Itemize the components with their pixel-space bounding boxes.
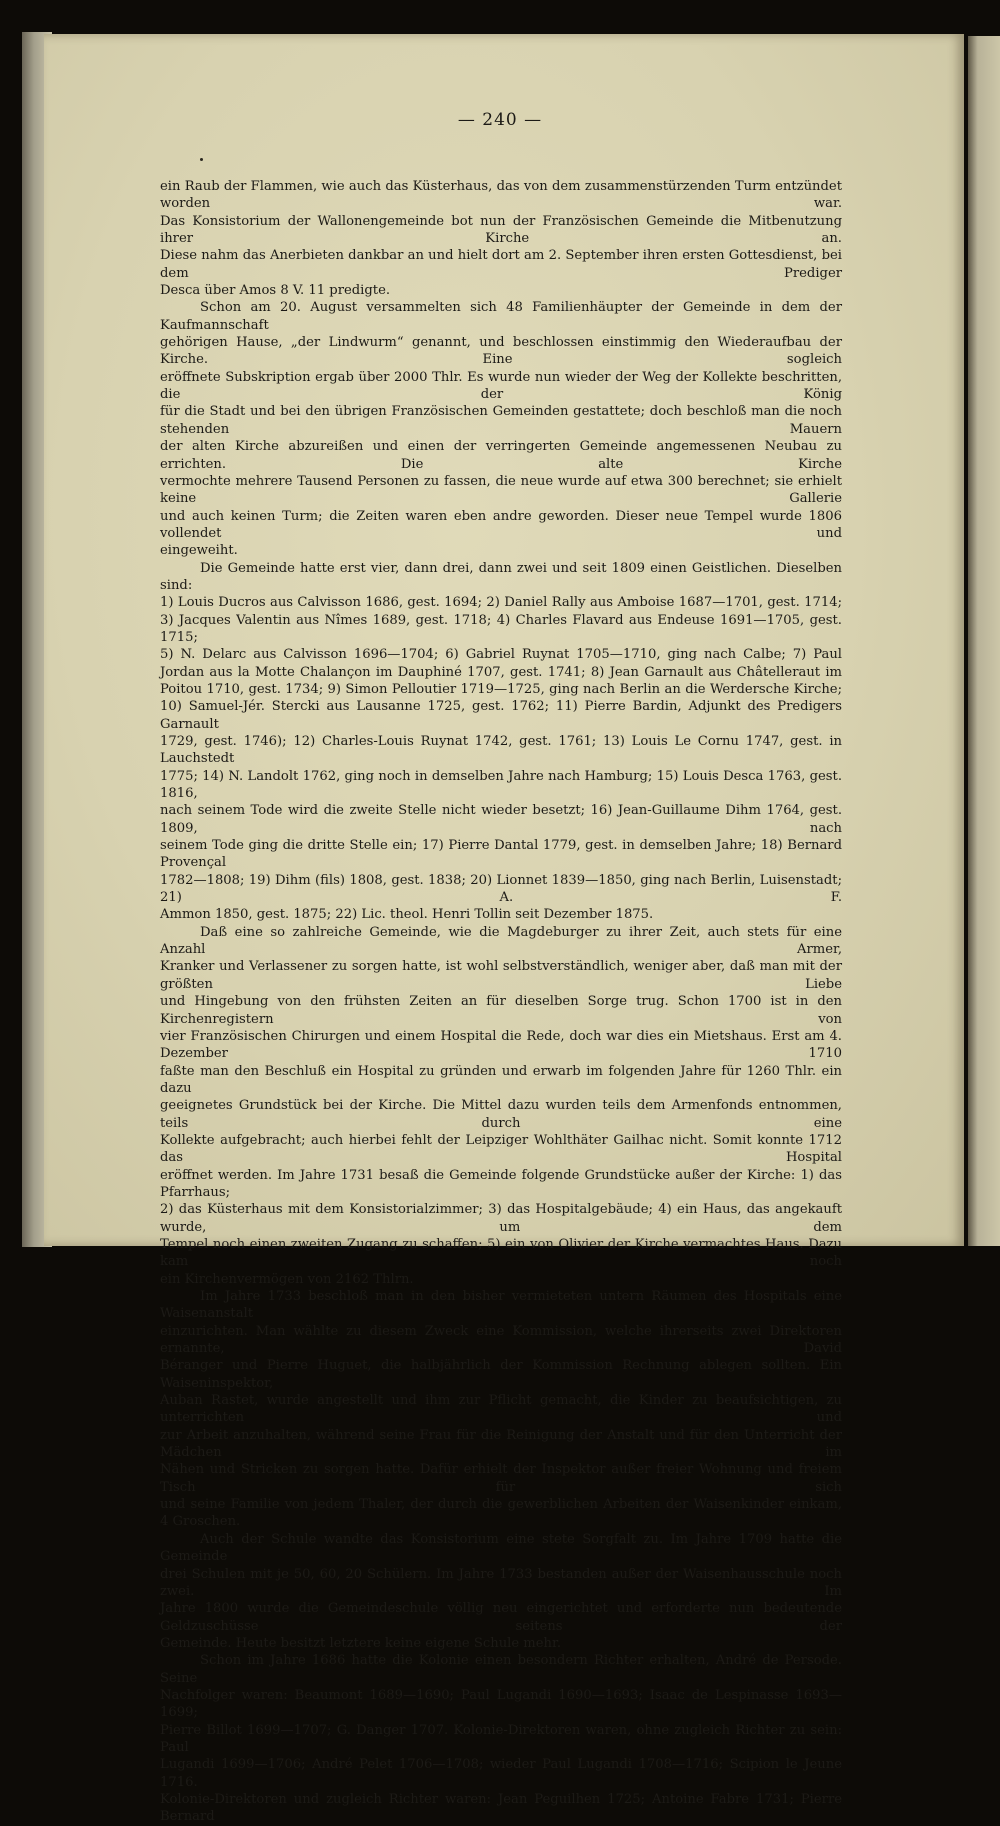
text-line: Auch der Schule wandte das Konsistorium eine stete Sorgfalt zu. Im Jahre 1709 hatte die Gemeinde — [160, 1531, 842, 1565]
text-line: Nachfolger waren: Beaumont 1689—1690; Paul Lugandi 1690—1693; Isaac de Lespinasse 1693—1699; — [160, 1687, 842, 1721]
text-line: 2) das Küsterhaus mit dem Konsistorialzimmer; 3) das Hospitalgebäude; 4) ein Haus, das angekauft wurde, um dem — [160, 1202, 842, 1235]
text-line: und seine Familie von jedem Thaler, der durch die gewerblichen Arbeiten der Waisenkinder einkam, 4 Groschen. — [160, 1497, 842, 1530]
text-line: der alten Kirche abzureißen und einen der verringerten Gemeinde angemessenen Neubau zu errichten. Die alte Kirche — [160, 439, 842, 472]
text-line: vermochte mehrere Tausend Personen zu fassen, die neue wurde auf etwa 300 berechnet; sie erhielt keine Gallerie — [160, 473, 842, 507]
text-line: gehörigen Hause, „der Lindwurm“ genannt, und beschlossen einstimmig den Wiederaufbau der Kirche. Eine sogleich — [160, 335, 842, 368]
text-line: Kolonie-Direktoren und zugleich Richter waren: Jean Peguilhen 1725; Antoine Fabre 1731; Pierre Bernard — [160, 1791, 842, 1825]
text-line: Das Konsistorium der Wallonengemeinde bot nun der Französischen Gemeinde die Mitbenutzung ihrer Kirche an. — [160, 213, 842, 247]
text-line: Desca über Amos 8 V. 11 predigte. — [160, 283, 391, 299]
text-line: geeignetes Grundstück bei der Kirche. Die Mittel dazu wurden teils dem Armenfonds entnommen, teils durch eine — [160, 1098, 842, 1131]
text-line: Pierre Billot 1699—1707; G. Danger 1707. Kolonie-Direktoren waren, ohne zugleich Richter zu sein: Paul — [160, 1722, 842, 1755]
text-line: 1782—1808; 19) Dihm (fils) 1808, gest. 1838; 20) Lionnet 1839—1850, ging nach Berlin, Luisenstadt; 21) A. F. — [160, 872, 842, 906]
text-line: Ammon 1850, gest. 1875; 22) Lic. theol. Henri Tollin seit Dezember 1875. — [160, 907, 654, 923]
text-line: ein Raub der Flammen, wie auch das Küsterhaus, das von dem zusammenstürzenden Turm entzündet worden war. — [160, 179, 842, 212]
text-line: eröffnet werden. Im Jahre 1731 besaß die Gemeinde folgende Grundstücke außer der Kirche: 1) das Pfarrhaus; — [160, 1167, 842, 1200]
text-line: 5) N. Delarc aus Calvisson 1696—1704; 6) Gabriel Ruynat 1705—1710, ging nach Calbe; 7) Paul — [160, 647, 842, 663]
text-line: drei Schulen mit je 50, 60, 20 Schülern. Im Jahre 1733 bestanden außer der Waisenhausschule noch zwei. Im — [160, 1566, 842, 1599]
text-line: Béranger und Pierre Huguet, die halbjährlich der Kommission Rechnung ablegen sollten. Ein Waiseninspektor, — [160, 1358, 842, 1391]
paper-speck — [200, 158, 203, 161]
text-line: ein Kirchenvermögen von 2162 Thlrn. — [160, 1271, 414, 1287]
text-line: 1) Louis Ducros aus Calvisson 1686, gest. 1694; 2) Daniel Rally aus Amboise 1687—1701, gest. 1714; — [160, 595, 842, 611]
text-line: Daß eine so zahlreiche Gemeinde, wie die Magdeburger zu ihrer Zeit, auch stets für eine Anzahl Armer, — [160, 924, 842, 958]
text-line: Schon am 20. August versammelten sich 48 Familienhäupter der Gemeinde in dem der Kaufmannschaft — [160, 300, 842, 333]
text-line: Lugandi 1699—1706; André Pelet 1706—1708; wieder Paul Lugandi 1708—1716; Scipion le Jeune 1716. — [160, 1757, 842, 1790]
text-line: eröffnete Subskription ergab über 2000 Thlr. Es wurde nun wieder der Weg der Kollekte beschritten, die der König — [160, 369, 842, 403]
body-text — [160, 178, 842, 1826]
text-line: Im Jahre 1733 beschloß man in den bisher vermieteten untern Räumen des Hospitals eine Waisenanstalt — [160, 1289, 842, 1322]
text-line: seinem Tode ging die dritte Stelle ein; 17) Pierre Dantal 1779, gest. in demselben Jahre; 18) Bernard Provençal — [160, 838, 842, 871]
text-line: Poitou 1710, gest. 1734; 9) Simon Pelloutier 1719—1725, ging nach Berlin an die Werdersche Kirche; — [160, 681, 842, 697]
text-line: Jordan aus la Motte Chalançon im Dauphiné 1707, gest. 1741; 8) Jean Garnault aus Châtelleraut im — [160, 664, 842, 680]
text-line: Die Gemeinde hatte erst vier, dann drei, dann zwei und seit 1809 einen Geistlichen. Dieselben sind: — [160, 560, 842, 593]
text-line: Gemeinde. Heute besitzt letztere keine eigene Schule mehr. — [160, 1635, 562, 1651]
text-line: faßte man den Beschluß ein Hospital zu gründen und erwarb im folgenden Jahre für 1260 Thlr. ein dazu — [160, 1063, 842, 1096]
text-line: Tempel noch einen zweiten Zugang zu schaffen; 5) ein von Olivier der Kirche vermachtes Haus. Dazu kam noch — [160, 1236, 842, 1270]
text-line: Kranker und Verlassener zu sorgen hatte, ist wohl selbstverständlich, weniger aber, daß man mit der größten Liebe — [160, 959, 842, 992]
text-line: 3) Jacques Valentin aus Nîmes 1689, gest. 1718; 4) Charles Flavard aus Endeuse 1691—1705, gest. 1715; — [160, 612, 842, 645]
text-line: zur Arbeit anzuhalten, während seine Frau für die Reinigung der Anstalt und für den Unterricht der Mädchen im — [160, 1427, 842, 1461]
text-line: 1729, gest. 1746); 12) Charles-Louis Ruynat 1742, gest. 1761; 13) Louis Le Cornu 1747, gest. in Lauchstedt — [160, 734, 842, 767]
text-line: Schon im Jahre 1686 hatte die Kolonie einen besondern Richter erhalten, André de Persode. Seine — [160, 1653, 842, 1686]
text-line: 1775; 14) N. Landolt 1762, ging noch in demselben Jahre nach Hamburg; 15) Louis Desca 1763, gest. 1816, — [160, 768, 842, 802]
text-line: eingeweiht. — [160, 543, 238, 559]
text-line: 10) Samuel-Jér. Stercki aus Lausanne 1725, gest. 1762; 11) Pierre Bardin, Adjunkt des Predigers Garnault — [160, 699, 842, 732]
text-line: Jahre 1800 wurde die Gemeindeschule völlig neu eingerichtet und erforderte nun bedeutende Geldzuschüsse seitens der — [160, 1601, 842, 1634]
adjacent-page-edge — [968, 36, 1000, 1246]
text-line: Diese nahm das Anerbieten dankbar an und hielt dort am 2. September ihren ersten Gottesdienst, bei dem Prediger — [160, 248, 842, 281]
text-line: für die Stadt und bei den übrigen Französischen Gemeinden gestattete; doch beschloß man die noch stehenden Mauern — [160, 404, 842, 437]
text-line: Kollekte aufgebracht; auch hierbei fehlt der Leipziger Wohlthäter Gailhac nicht. Somit konnte 1712 das Hospital — [160, 1132, 842, 1166]
text-line: Nähen und Stricken zu sorgen hatte. Dafür erhielt der Inspektor außer freier Wohnung und freiem Tisch für sich — [160, 1462, 842, 1495]
text-line: und auch keinen Turm; die Zeiten waren eben andre geworden. Dieser neue Tempel wurde 1806 vollendet und — [160, 508, 842, 541]
text-line: und Hingebung von den frühsten Zeiten an für dieselben Sorge trug. Schon 1700 ist in den Kirchenregistern von — [160, 994, 842, 1027]
page-number: — 240 — — [457, 110, 543, 130]
text-line: einzurichten. Man wählte zu diesem Zweck eine Kommission, welche ihrerseits zwei Direktoren ernannte, David — [160, 1323, 842, 1357]
text-line: vier Französischen Chirurgen und einem Hospital die Rede, doch war dies ein Mietshaus. Erst am 4. Dezember 1710 — [160, 1028, 842, 1062]
text-line: Auban Rastet, wurde angestellt und ihm zur Pflicht gemacht, die Kinder zu beaufsichtigen, zu unterrichten und — [160, 1393, 842, 1426]
text-line: nach seinem Tode wird die zweite Stelle nicht wieder besetzt; 16) Jean-Guillaume Dihm 1764, gest. 1809, nach — [160, 803, 842, 836]
